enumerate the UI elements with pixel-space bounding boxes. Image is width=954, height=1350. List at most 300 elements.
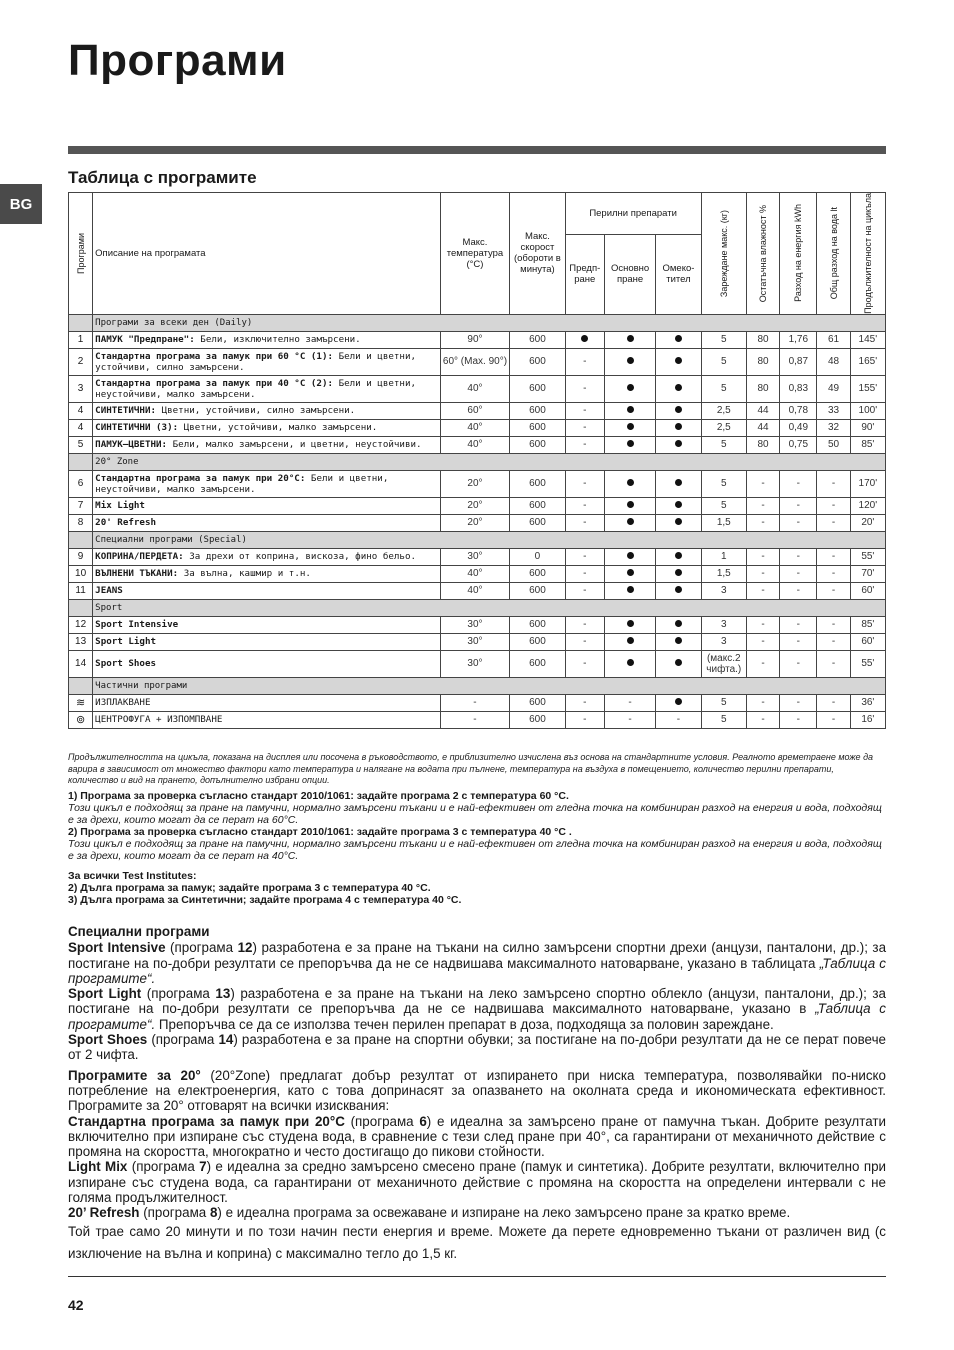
cell-main — [604, 633, 655, 650]
cell-water: 33 — [817, 402, 850, 419]
bullet-icon — [581, 335, 588, 342]
cell-pre: - — [565, 616, 604, 633]
cell-temp: 40° — [440, 436, 510, 453]
cell-temp: 30° — [440, 633, 510, 650]
cell-main — [604, 375, 655, 402]
program-description: КОПРИНА/ПЕРДЕТА: За дрехи от коприна, вискоза, фино бельо. — [93, 548, 441, 565]
bullet-icon — [675, 335, 682, 342]
cell-temp: 30° — [440, 616, 510, 633]
program-number: 7 — [69, 497, 93, 514]
bullet-icon — [627, 659, 634, 666]
cell-soft — [656, 470, 701, 497]
cell-res: - — [746, 582, 779, 599]
cell-soft — [656, 565, 701, 582]
cell-res: - — [746, 497, 779, 514]
cell-load: 5 — [701, 436, 746, 453]
cell-temp: 20° — [440, 497, 510, 514]
cell-res: - — [746, 565, 779, 582]
program-number: 13 — [69, 633, 93, 650]
cell-load: 1,5 — [701, 514, 746, 531]
bullet-icon — [675, 620, 682, 627]
cell-main: - — [604, 694, 655, 711]
program-description: СИНТЕТИЧНИ: Цветни, устойчиви, силно замърсени. — [93, 402, 441, 419]
cell-soft: - — [656, 711, 701, 728]
cell-main — [604, 419, 655, 436]
program-description: 20' Refresh — [93, 514, 441, 531]
cell-soft — [656, 419, 701, 436]
cell-dur: 16' — [850, 711, 885, 728]
bullet-icon — [675, 501, 682, 508]
table-row — [69, 694, 886, 711]
table-row — [69, 650, 886, 677]
cell-water: - — [817, 548, 850, 565]
cell-pre: - — [565, 375, 604, 402]
cell-temp: 20° — [440, 470, 510, 497]
section-row — [69, 453, 886, 470]
table-row — [69, 348, 886, 375]
note1-text: Този цикъл е подходящ за пране на памучни, нормално замърсени тъкани и е най-ефективен от гледна точка на комбиниран разход на енергия и вода, подходящ е за дрехи, които могат да се перат на 60°C. — [68, 802, 882, 826]
col-duration: Продължителност на цикъла — [850, 193, 885, 315]
program-number: 11 — [69, 582, 93, 599]
table-title: Таблица с програмите — [68, 168, 257, 187]
cell-main — [604, 514, 655, 531]
special-heading: Специални програми — [68, 924, 210, 939]
cell-main — [604, 436, 655, 453]
cell-speed: 600 — [510, 402, 565, 419]
table-row — [69, 616, 886, 633]
cell-load: 3 — [701, 633, 746, 650]
cell-pre: - — [565, 694, 604, 711]
program-description: Стандартна програма за памук при 60 °C (1): Бели и цветни, устойчиви, силно замърсени. — [93, 348, 441, 375]
bullet-icon — [675, 406, 682, 413]
program-number: 4 — [69, 419, 93, 436]
cell-load: 3 — [701, 616, 746, 633]
bullet-icon — [675, 698, 682, 705]
cell-speed: 600 — [510, 419, 565, 436]
cell-energy: 0,49 — [780, 419, 817, 436]
footer-rule — [68, 1276, 886, 1277]
cell-dur: 36' — [850, 694, 885, 711]
cell-dur: 55' — [850, 650, 885, 677]
cell-load: 2,5 — [701, 419, 746, 436]
note2-text: Този цикъл е подходящ за пране на памучни, нормално замърсени тъкани и е най-ефективен от гледна точка на комбиниран разход на енергия и вода, подходящ е за дрехи, които могат да се перат на 40°C. — [68, 838, 882, 862]
cell-energy: - — [780, 470, 817, 497]
cell-energy: 0,78 — [780, 402, 817, 419]
col-energy: Разход на енергия kWh — [780, 193, 817, 315]
bullet-icon — [627, 552, 634, 559]
section-row — [69, 314, 886, 331]
cell-res: - — [746, 694, 779, 711]
bullet-icon — [675, 440, 682, 447]
cell-load: 5 — [701, 694, 746, 711]
program8-details: Той трае само 20 минути и по този начин пести енергия и време. Можете да перете едновременно тъкани от различен вид (с изключение на вълна и коприна) с максимално тегло до 1,5 кг. — [68, 1223, 886, 1261]
cell-soft — [656, 348, 701, 375]
program7-paragraph: Light Mix (програма 7) е идеална за средно замърсено смесено пране (памук и синтетика). Добрите резултати, включително при изпиране със студена вода, са гарантирани от механичното действие с промяна на скоростта на определени интервали с не голяма продължителност. — [68, 1159, 886, 1206]
col-mainwash: Основно пране — [604, 235, 655, 315]
cell-energy: - — [780, 514, 817, 531]
table-row — [69, 582, 886, 599]
cell-load: 5 — [701, 375, 746, 402]
cell-soft — [656, 616, 701, 633]
col-water: Общ разход на вода lt — [817, 193, 850, 315]
section-spacer — [69, 314, 93, 331]
spin-icon: ⊚ — [75, 714, 86, 727]
cell-pre: - — [565, 436, 604, 453]
duration-footnote: Продължителността на цикъла, показана на дисплея или посочена в ръководството, е приблизително изчислена въз основа на стандартните условия. Реалното времетраене може да варира в зависимост от множество фактори като температура и налягане на водата при пълнене, температура на въздуха в помещението, количество перилни препарати, количество и вид на прането, допълнително избрани опции. — [68, 752, 874, 785]
cell-pre: - — [565, 650, 604, 677]
cell-res: - — [746, 548, 779, 565]
program-description: Sport Intensive — [93, 616, 441, 633]
cell-res: - — [746, 711, 779, 728]
cell-speed: 600 — [510, 582, 565, 599]
cell-soft — [656, 633, 701, 650]
program-description: Стандартна програма за памук при 40 °C (2): Бели и цветни, неустойчиви, малко замърсени. — [93, 375, 441, 402]
cell-speed: 600 — [510, 711, 565, 728]
program-description: ЦЕНТРОФУГА + ИЗПОМПВАНЕ — [93, 711, 441, 728]
col-description: Описание на програмата — [93, 193, 441, 315]
cell-main — [604, 331, 655, 348]
cell-main — [604, 402, 655, 419]
cell-res: 80 — [746, 331, 779, 348]
bullet-icon — [627, 586, 634, 593]
test-line-2: 3) Дълга програма за Синтетични; задайте програма 4 с температура 40 °C. — [68, 894, 462, 906]
cell-speed: 600 — [510, 694, 565, 711]
bullet-icon — [675, 659, 682, 666]
cell-speed: 600 — [510, 470, 565, 497]
cell-res: 80 — [746, 348, 779, 375]
col-residual: Остатъчна влажност % — [746, 193, 779, 315]
table-row — [69, 633, 886, 650]
cell-main: - — [604, 711, 655, 728]
bullet-icon — [627, 335, 634, 342]
col-detergents: Перилни препарати — [565, 193, 701, 235]
program-description: JEANS — [93, 582, 441, 599]
cell-speed: 600 — [510, 565, 565, 582]
page-number: 42 — [68, 1297, 84, 1313]
section-label: 20° Zone — [93, 453, 886, 470]
cell-water: 48 — [817, 348, 850, 375]
cell-dur: 120' — [850, 497, 885, 514]
cell-pre — [565, 331, 604, 348]
cell-pre: - — [565, 402, 604, 419]
test-title: За всички Test Institutes: — [68, 870, 197, 882]
zone20-paragraph: Програмите за 20° (20°Zone) предлагат добър резултат от изпирането при ниска температура, позволявайки по-ниско потребление на електроенергия, като с това допринасят за опазването на околната среда и икономическата ефективност. Програмите за 20° отговарят на всички изисквания: — [68, 1067, 886, 1114]
cell-energy: 1,76 — [780, 331, 817, 348]
col-max-temp: Макс. температура (°C) — [440, 193, 510, 315]
cell-water: - — [817, 711, 850, 728]
program-description: Sport Light — [93, 633, 441, 650]
bullet-icon — [675, 569, 682, 576]
bullet-icon — [675, 552, 682, 559]
cell-energy: 0,83 — [780, 375, 817, 402]
cell-dur: 155' — [850, 375, 885, 402]
cell-temp: 60° (Max. 90°) — [440, 348, 510, 375]
cell-temp: - — [440, 711, 510, 728]
cell-water: 32 — [817, 419, 850, 436]
cell-water: - — [817, 650, 850, 677]
bullet-icon — [627, 569, 634, 576]
cell-main — [604, 616, 655, 633]
rinse-icon: ≋ — [75, 697, 86, 710]
cell-pre: - — [565, 548, 604, 565]
cell-pre: - — [565, 470, 604, 497]
cell-water: - — [817, 470, 850, 497]
cell-soft — [656, 497, 701, 514]
program-description: ИЗПЛАКВАНЕ — [93, 694, 441, 711]
cell-temp: 40° — [440, 582, 510, 599]
col-prewash: Предп- ране — [565, 235, 604, 315]
cell-pre: - — [565, 514, 604, 531]
cell-dur: 90' — [850, 419, 885, 436]
cell-water: - — [817, 582, 850, 599]
cell-pre: - — [565, 633, 604, 650]
cell-speed: 600 — [510, 514, 565, 531]
cell-soft — [656, 548, 701, 565]
cell-temp: 90° — [440, 331, 510, 348]
bullet-icon — [675, 384, 682, 391]
section-row — [69, 599, 886, 616]
cell-temp: 60° — [440, 402, 510, 419]
cell-pre: - — [565, 497, 604, 514]
section-spacer — [69, 599, 93, 616]
cell-main — [604, 497, 655, 514]
program-number: 12 — [69, 616, 93, 633]
section-label: Sport — [93, 599, 886, 616]
cell-water: 61 — [817, 331, 850, 348]
cell-res: - — [746, 633, 779, 650]
col-max-load: Зареждане макс. (кг) — [701, 193, 746, 315]
cell-main — [604, 348, 655, 375]
cell-load: 1 — [701, 548, 746, 565]
cell-load: 2,5 — [701, 402, 746, 419]
cell-energy: 0,75 — [780, 436, 817, 453]
cell-speed: 600 — [510, 436, 565, 453]
bullet-icon — [627, 637, 634, 644]
col-softener: Омеко- тител — [656, 235, 701, 315]
cell-speed: 600 — [510, 331, 565, 348]
page-title: Програми — [68, 36, 287, 85]
cell-dur: 170' — [850, 470, 885, 497]
cell-energy: - — [780, 633, 817, 650]
cell-energy: - — [780, 565, 817, 582]
cell-temp: 30° — [440, 650, 510, 677]
table-row — [69, 375, 886, 402]
cell-dur: 100' — [850, 402, 885, 419]
cell-load: 1,5 — [701, 565, 746, 582]
bullet-icon — [627, 440, 634, 447]
bullet-icon — [627, 479, 634, 486]
bullet-icon — [675, 637, 682, 644]
bullet-icon — [627, 384, 634, 391]
cell-main — [604, 650, 655, 677]
table-body — [69, 314, 886, 728]
cell-res: - — [746, 616, 779, 633]
cell-pre: - — [565, 565, 604, 582]
program-number: 3 — [69, 375, 93, 402]
cell-energy: - — [780, 497, 817, 514]
program-description: ПАМУК–ЦВЕТНИ: Бели, малко замърсени, и цветни, неустойчиви. — [93, 436, 441, 453]
program-number: 6 — [69, 470, 93, 497]
bullet-icon — [627, 357, 634, 364]
cell-dur: 20' — [850, 514, 885, 531]
program-number: 4 — [69, 402, 93, 419]
cell-soft — [656, 694, 701, 711]
cell-load: 3 — [701, 582, 746, 599]
cell-soft — [656, 402, 701, 419]
program-number: 1 — [69, 331, 93, 348]
cell-water: - — [817, 694, 850, 711]
cell-water: - — [817, 565, 850, 582]
cell-speed: 600 — [510, 497, 565, 514]
cell-res: - — [746, 470, 779, 497]
section-spacer — [69, 453, 93, 470]
test-institutes-notes — [68, 870, 886, 906]
cell-main — [604, 582, 655, 599]
section-label: Частични програми — [93, 677, 886, 694]
cell-temp: 40° — [440, 565, 510, 582]
section-row — [69, 677, 886, 694]
bullet-icon — [627, 620, 634, 627]
table-row — [69, 331, 886, 348]
cell-speed: 600 — [510, 348, 565, 375]
cell-dur: 55' — [850, 548, 885, 565]
bullet-icon — [675, 357, 682, 364]
cell-load: 5 — [701, 470, 746, 497]
bullet-icon — [627, 501, 634, 508]
cell-temp: 30° — [440, 548, 510, 565]
cell-temp: 40° — [440, 375, 510, 402]
cell-load: 5 — [701, 348, 746, 375]
header-rule — [68, 146, 886, 154]
programs-table — [68, 192, 886, 729]
cell-speed: 600 — [510, 633, 565, 650]
bullet-icon — [675, 586, 682, 593]
cell-soft — [656, 331, 701, 348]
table-row — [69, 548, 886, 565]
cell-soft — [656, 582, 701, 599]
cell-water: 50 — [817, 436, 850, 453]
note1-title: 1) Програма за проверка съгласно стандарт 2010/1061: задайте програма 2 с температура 60 °C. — [68, 790, 569, 802]
program8-paragraph: 20’ Refresh (програма 8) е идеална програма за освежаване и изпиране на леко замърсено пране за кратко време. — [68, 1205, 791, 1221]
test-line-1: 2) Дълга програма за памук; задайте програма 3 с температура 40 °C. — [68, 882, 431, 894]
cell-dur: 145' — [850, 331, 885, 348]
standard-notes — [68, 790, 886, 862]
cell-dur: 85' — [850, 436, 885, 453]
cell-energy: - — [780, 694, 817, 711]
cell-soft — [656, 650, 701, 677]
cell-res: 80 — [746, 375, 779, 402]
cell-soft — [656, 514, 701, 531]
cell-load: 5 — [701, 331, 746, 348]
cell-dur: 165' — [850, 348, 885, 375]
special-programs-section — [68, 924, 886, 1265]
cell-energy: - — [780, 711, 817, 728]
cell-pre: - — [565, 348, 604, 375]
cell-dur: 70' — [850, 565, 885, 582]
col-max-speed: Макс. скорост (обороти в минута) — [510, 193, 565, 315]
table-row — [69, 514, 886, 531]
table-row — [69, 436, 886, 453]
cell-res: 80 — [746, 436, 779, 453]
program-number: 5 — [69, 436, 93, 453]
program-number: 14 — [69, 650, 93, 677]
program-number — [69, 694, 93, 711]
program-number: 8 — [69, 514, 93, 531]
cell-res: 44 — [746, 419, 779, 436]
cell-energy: - — [780, 616, 817, 633]
section-spacer — [69, 531, 93, 548]
cell-main — [604, 565, 655, 582]
cell-dur: 60' — [850, 633, 885, 650]
note2-title: 2) Програма за проверка съгласно стандарт 2010/1061: задайте програма 3 с температура 40 °C . — [68, 826, 572, 838]
bullet-icon — [627, 406, 634, 413]
program6-paragraph: Стандартна програма за памук при 20°C (програма 6) е идеална за замърсено пране от памучна тъкан. Добрите резултати включително при изпиране със студена вода, в сравнение с тези след пране при 40°, са гарантирани от механичното действие с промяна на скоростта, многократно и често достигащо до пикови стойности. — [68, 1113, 886, 1160]
cell-dur: 60' — [850, 582, 885, 599]
cell-res: - — [746, 514, 779, 531]
cell-dur: 85' — [850, 616, 885, 633]
cell-energy: 0,87 — [780, 348, 817, 375]
cell-pre: - — [565, 711, 604, 728]
bullet-icon — [627, 518, 634, 525]
cell-water: - — [817, 633, 850, 650]
cell-res: - — [746, 650, 779, 677]
program-description: Mix Light — [93, 497, 441, 514]
cell-load: 5 — [701, 497, 746, 514]
sport-intensive-paragraph: Sport Intensive (програма 12) разработена е за пране на тъкани на силно замърсени спортни дрехи (анцузи, панталони, др.); за постигане на по-добри резултати се препоръчва да не се надвишава максималното натоварване, указано в таблицата „Таблица с програмите“. — [68, 940, 887, 986]
program-description: Sport Shoes — [93, 650, 441, 677]
cell-speed: 600 — [510, 375, 565, 402]
col-programs: Програми — [69, 193, 93, 315]
cell-temp: 20° — [440, 514, 510, 531]
program-number: 10 — [69, 565, 93, 582]
cell-energy: - — [780, 582, 817, 599]
cell-load: 5 — [701, 711, 746, 728]
cell-temp: - — [440, 694, 510, 711]
program-number — [69, 711, 93, 728]
cell-soft — [656, 375, 701, 402]
table-row — [69, 419, 886, 436]
bullet-icon — [675, 423, 682, 430]
cell-res: 44 — [746, 402, 779, 419]
cell-speed: 0 — [510, 548, 565, 565]
sport-shoes-paragraph: Sport Shoes (програма 14) разработена е за пране на спортни обувки; за постигане на по-добри резултати да не се перат повече от 2 чифта. — [68, 1032, 886, 1063]
cell-temp: 40° — [440, 419, 510, 436]
table-row — [69, 565, 886, 582]
cell-speed: 600 — [510, 616, 565, 633]
cell-energy: - — [780, 650, 817, 677]
cell-energy: - — [780, 548, 817, 565]
cell-soft — [656, 436, 701, 453]
cell-load: (макс.2 чифта.) — [701, 650, 746, 677]
cell-water: - — [817, 616, 850, 633]
sport-light-paragraph: Sport Light (програма 13) разработена е за пране на тъкани на леко замърсено спортно облекло (анцузи, панталони, др.); за постигане на по-добри резултати се препоръчва да не се надвишава максималното натоварване, указано в „Таблица с програмите“. Препоръчва се да се използва течен перилен препарат в доза, подходяща за половин зареждане. — [68, 986, 886, 1032]
bullet-icon — [675, 479, 682, 486]
section-label: Специални програми (Special) — [93, 531, 886, 548]
cell-water: 49 — [817, 375, 850, 402]
program-description: Стандартна програма за памук при 20°C: Бели и цветни, неустойчиви, малко замърсени. — [93, 470, 441, 497]
cell-pre: - — [565, 582, 604, 599]
cell-speed: 600 — [510, 650, 565, 677]
program-description: СИНТЕТИЧНИ (3): Цветни, устойчиви, малко замърсени. — [93, 419, 441, 436]
cell-water: - — [817, 497, 850, 514]
table-row — [69, 402, 886, 419]
cell-water: - — [817, 514, 850, 531]
table-row — [69, 497, 886, 514]
section-spacer — [69, 677, 93, 694]
bullet-icon — [627, 423, 634, 430]
section-row — [69, 531, 886, 548]
table-row — [69, 711, 886, 728]
